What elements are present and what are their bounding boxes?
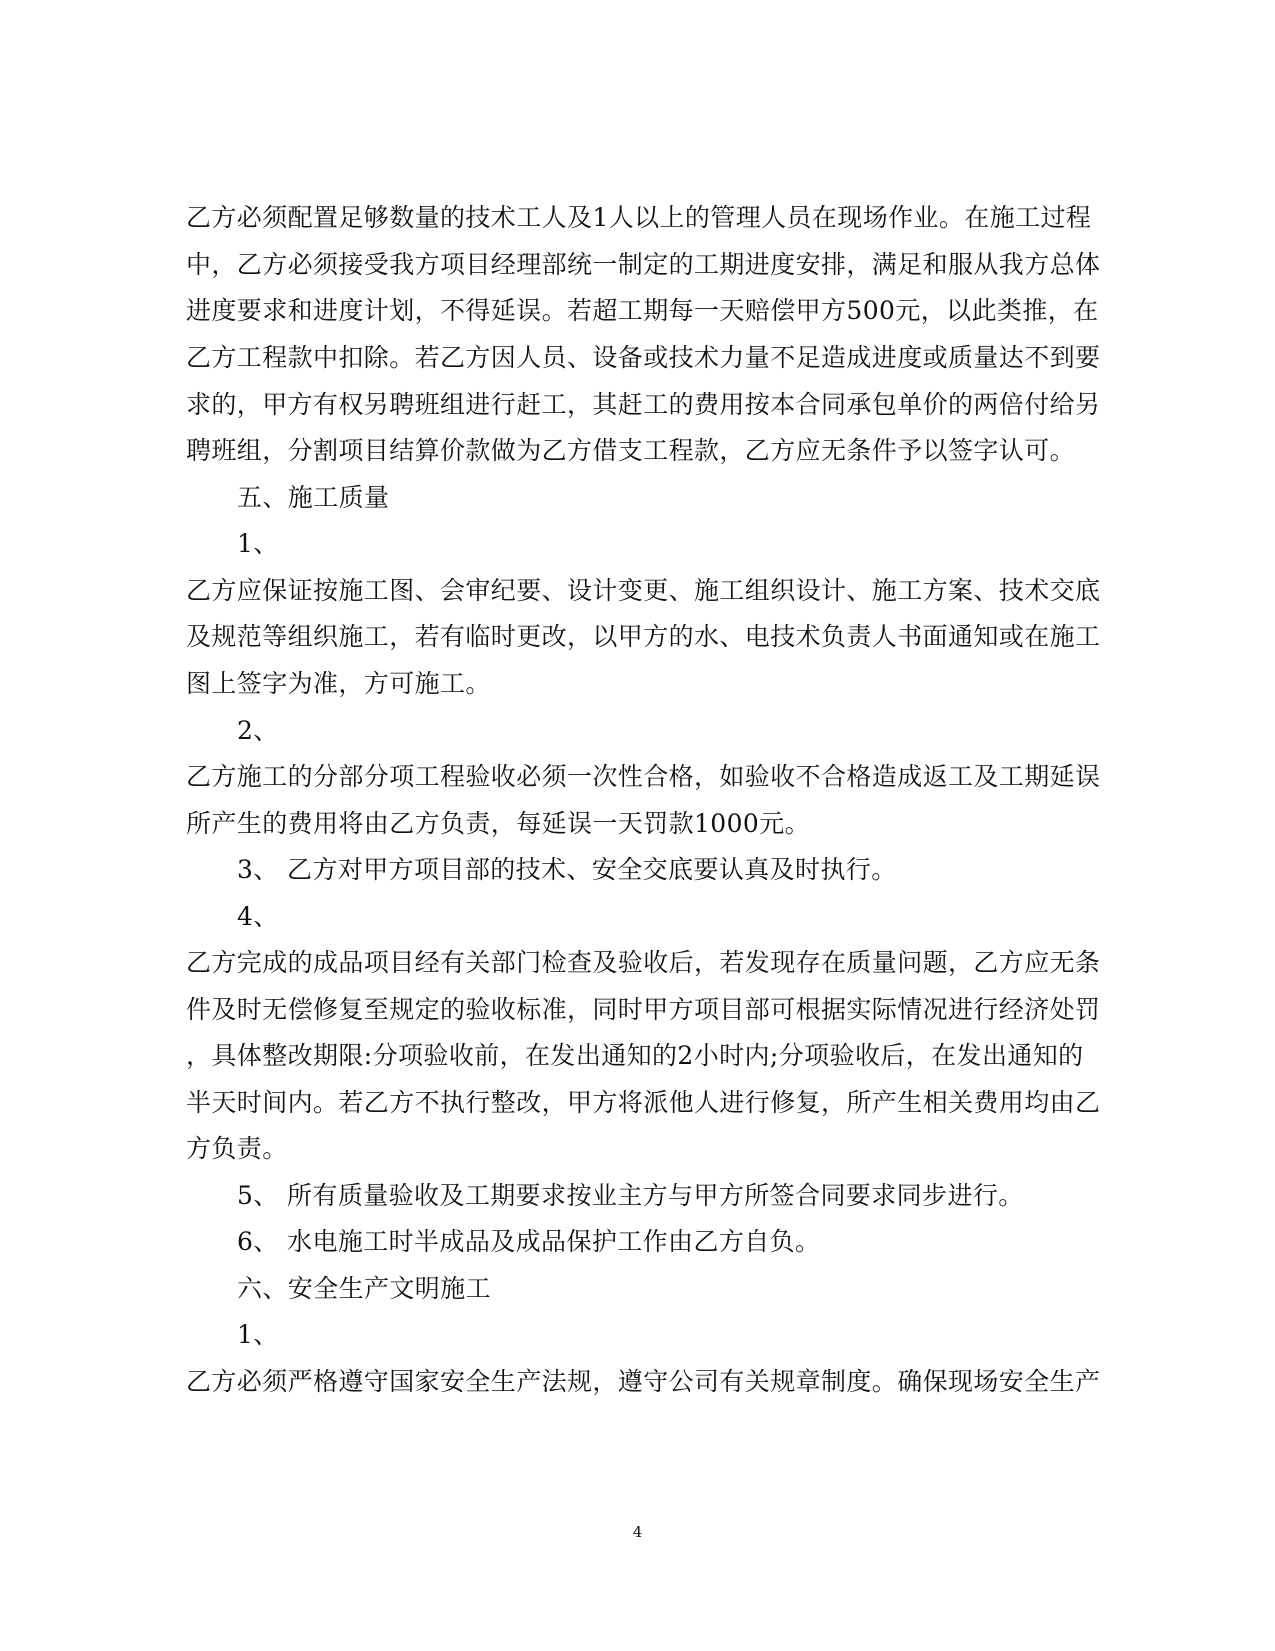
body-text-line: 方负责。: [186, 1134, 288, 1163]
body-text-line: 聘班组，分割项目结算价款做为乙方借支工程款，乙方应无条件予以签字认可。: [186, 436, 1076, 465]
body-text-line: 乙方必须严格遵守国家安全生产法规，遵守公司有关规章制度。确保现场安全生产: [186, 1367, 1101, 1396]
clause-line: 6、 水电施工时半成品及成品保护工作由乙方自负。: [237, 1227, 821, 1256]
clause-number: 4、: [237, 902, 279, 931]
body-text-line: 求的，甲方有权另聘班组进行赶工，其赶工的费用按本合同承包单价的两倍付给另: [186, 390, 1101, 419]
body-text-line: 乙方完成的成品项目经有关部门检查及验收后，若发现存在质量问题，乙方应无条: [186, 948, 1101, 977]
clause-number: 2、: [237, 716, 279, 745]
body-text-line: 中，乙方必须接受我方项目经理部统一制定的工期进度安排，满足和服从我方总体: [186, 250, 1101, 279]
body-text-line: 乙方必须配置足够数量的技术工人及1人以上的管理人员在现场作业。在施工过程: [186, 203, 1092, 232]
page-number: 4: [632, 1523, 643, 1541]
clause-number: 1、: [237, 529, 279, 558]
clause-number: 1、: [237, 1320, 279, 1349]
body-text-line: 乙方应保证按施工图、会审纪要、设计变更、施工组织设计、施工方案、技术交底: [186, 576, 1101, 605]
clause-line: 5、 所有质量验收及工期要求按业主方与甲方所签合同要求同步进行。: [237, 1181, 1024, 1210]
clause-line: 3、 乙方对甲方项目部的技术、安全交底要认真及时执行。: [237, 855, 897, 884]
section-heading-safety: 六、安全生产文明施工: [237, 1274, 492, 1303]
body-text-line: 进度要求和进度计划，不得延误。若超工期每一天赔偿甲方500元，以此类推，在: [186, 296, 1099, 325]
body-text-line: 乙方工程款中扣除。若乙方因人员、设备或技术力量不足造成进度或质量达不到要: [186, 343, 1101, 372]
body-text-line: 半天时间内。若乙方不执行整改，甲方将派他人进行修复，所产生相关费用均由乙: [186, 1088, 1101, 1117]
body-text-line: ，具体整改期限:分项验收前，在发出通知的2小时内;分项验收后，在发出通知的: [186, 1041, 1084, 1070]
body-text-line: 及规范等组织施工，若有临时更改，以甲方的水、电技术负责人书面通知或在施工: [186, 622, 1101, 651]
body-text-line: 乙方施工的分部分项工程验收必须一次性合格，如验收不合格造成返工及工期延误: [186, 762, 1101, 791]
body-text-line: 图上签字为准，方可施工。: [186, 669, 491, 698]
section-heading-quality: 五、施工质量: [237, 483, 390, 512]
body-text-line: 所产生的费用将由乙方负责，每延误一天罚款1000元。: [186, 809, 811, 838]
body-text-line: 件及时无偿修复至规定的验收标准，同时甲方项目部可根据实际情况进行经济处罚: [186, 995, 1101, 1024]
